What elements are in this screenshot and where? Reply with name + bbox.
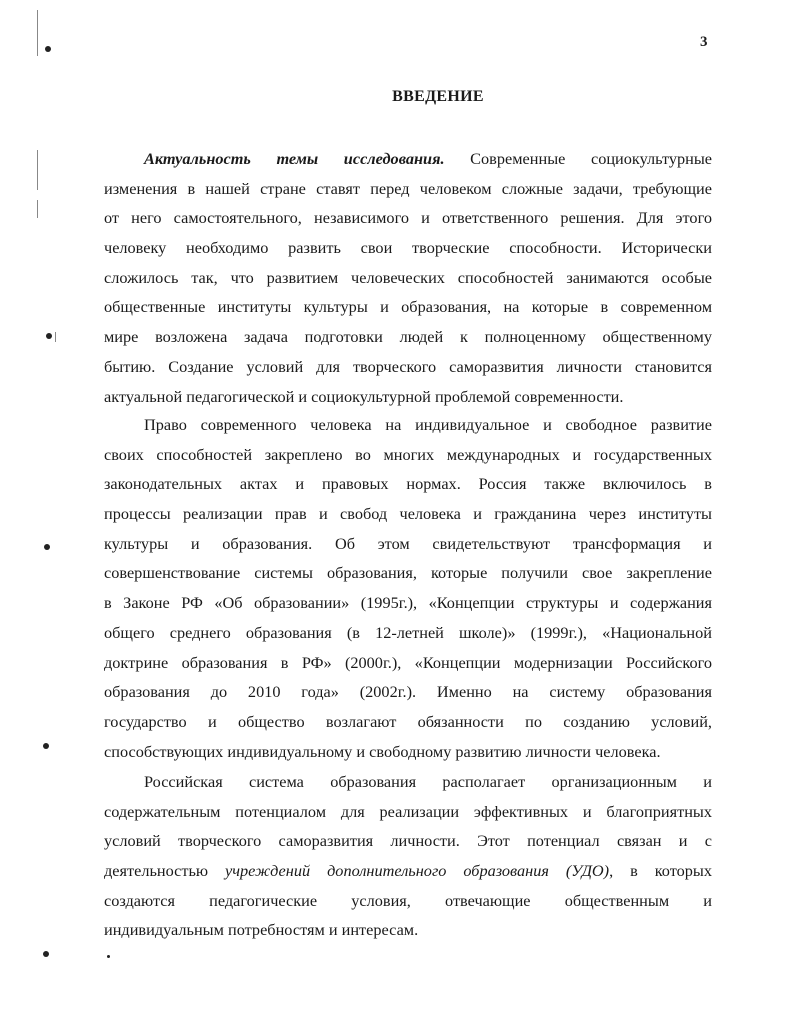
text-line	[104, 233, 712, 263]
text-run: государство и общество возлагают обязанности по созданию условий,	[104, 711, 712, 731]
text-line	[104, 707, 712, 737]
text-run: Российская система образования располагает организационным и	[144, 772, 712, 791]
margin-mark	[37, 150, 38, 190]
text-run: процессы реализации прав и свобод человека и гражданина через институты	[104, 504, 712, 524]
text-run: культуры и образования. Об этом свидетельствуют трансформация и	[104, 533, 712, 553]
text-line	[104, 292, 712, 322]
text-line	[104, 382, 712, 412]
paragraph-education-system	[104, 767, 712, 945]
text-run: от него самостоятельного, независимого и ответственного решения. Для этого	[104, 208, 712, 228]
text-run: законодательных актах и правовых нормах. Россия также включилось в	[104, 474, 712, 494]
text-run: Право современного человека на индивидуальное и свободное развитие	[144, 415, 712, 434]
text-line	[104, 203, 712, 233]
text-line	[104, 469, 712, 499]
text-line	[104, 797, 712, 827]
text-line	[104, 737, 712, 767]
text-run: образования до 2010 года» (2002г.). Именно на систему образования	[104, 682, 712, 702]
text-line	[104, 677, 712, 707]
margin-mark	[37, 200, 38, 218]
text-run: содержательным потенциалом для реализации эффективных и благоприятных	[104, 801, 712, 821]
text-run: Современные социокультурные	[444, 149, 713, 168]
text-line	[104, 588, 712, 618]
text-line	[104, 886, 712, 916]
text-line	[104, 558, 712, 588]
text-line	[104, 499, 712, 529]
text-run: мире возложена задача подготовки людей к полноценному общественному	[104, 327, 712, 347]
punch-hole-dot	[45, 46, 51, 52]
text-line	[104, 856, 712, 886]
text-line	[104, 529, 712, 559]
text-run: бытию. Создание условий для творческого саморазвития личности становится	[104, 356, 712, 376]
text-run: общественные институты культуры и образования, на которые в современном	[104, 297, 712, 317]
text-run: совершенствование системы образования, которые получили свое закрепление	[104, 563, 712, 583]
text-run: сложилось так, что развитием человеческих способностей занимаются особые	[104, 267, 712, 287]
text-run: условий творческого саморазвития личности. Этот потенциал связан и с	[104, 831, 712, 851]
text-line	[104, 915, 712, 945]
margin-mark	[55, 332, 56, 342]
emphasis-text: учреждений дополнительного образования (УДО)	[225, 861, 610, 881]
text-run: актуальной педагогической и социокультурной проблемой современности.	[104, 386, 624, 406]
punch-hole-dot	[44, 544, 50, 550]
text-line	[104, 826, 712, 856]
page-number: 3	[700, 34, 708, 50]
text-run: способствующих индивидуальному и свободному развитию личности человека.	[104, 741, 661, 761]
page-title: ВВЕДЕНИЕ	[392, 88, 484, 105]
text-line	[104, 322, 712, 352]
text-line	[104, 174, 712, 204]
text-run: изменения в нашей стране ставят перед человеком сложные задачи, требующие	[104, 178, 712, 198]
punch-hole-dot	[46, 333, 52, 339]
text-line	[104, 410, 712, 440]
text-run: человеку необходимо развить свои творческие способности. Исторически	[104, 238, 712, 258]
paragraph-rights	[104, 410, 712, 766]
text-run: общего среднего образования (в 12-летней школе)» (1999г.), «Национальной	[104, 622, 712, 642]
text-run: своих способностей закреплено во многих международных и государственных	[104, 444, 712, 464]
emphasis-text: Актуальность темы исследования.	[144, 149, 445, 168]
text-run: доктрине образования в РФ» (2000г.), «Концепции модернизации Российского	[104, 652, 712, 672]
punch-hole-dot	[43, 951, 49, 957]
margin-mark	[37, 10, 38, 56]
text-run: создаются педагогические условия, отвечающие общественным и	[104, 890, 712, 910]
text-line	[104, 352, 712, 382]
text-line	[104, 618, 712, 648]
text-run: в Законе РФ «Об образовании» (1995г.), «Концепции структуры и содержания	[104, 593, 712, 613]
text-line	[104, 767, 712, 797]
text-line	[104, 144, 712, 174]
paragraph-relevance	[104, 144, 712, 411]
text-line	[104, 440, 712, 470]
text-run: деятельностью	[104, 861, 226, 881]
speck	[107, 955, 110, 958]
text-run: индивидуальным потребностям и интересам.	[104, 920, 419, 940]
text-run: , в которых	[609, 861, 712, 881]
punch-hole-dot	[43, 743, 49, 749]
text-line	[104, 263, 712, 293]
text-line	[104, 648, 712, 678]
